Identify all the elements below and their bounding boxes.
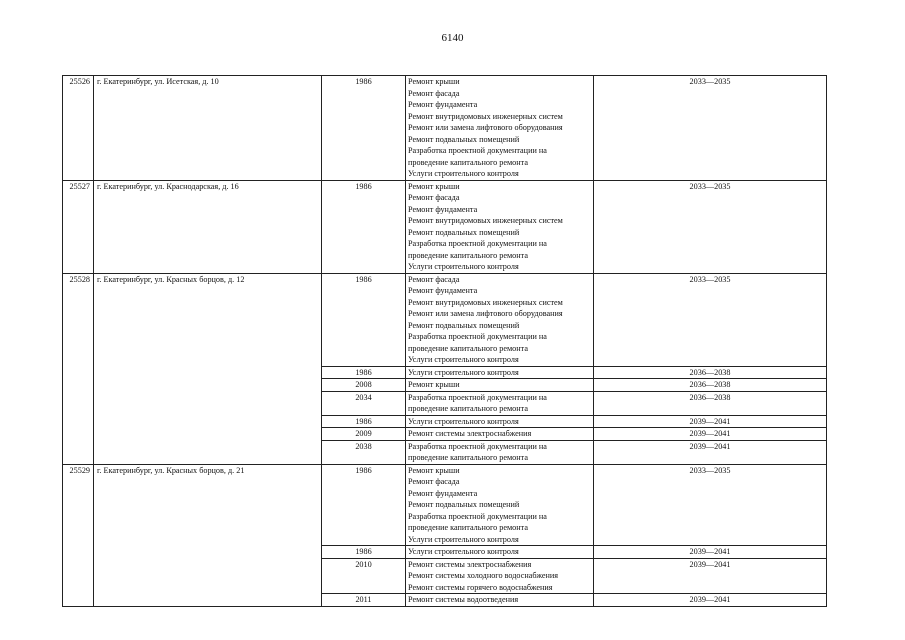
work-item: Ремонт системы водоотведения xyxy=(408,595,519,604)
row-year: 2011 xyxy=(322,594,406,607)
row-year: 1986 xyxy=(322,76,406,181)
work-item: Услуги строительного контроля xyxy=(408,262,519,271)
work-item: Ремонт системы электроснабжения xyxy=(408,559,532,569)
row-year: 2034 xyxy=(322,391,406,415)
row-year: 1986 xyxy=(322,273,406,366)
row-works xyxy=(406,415,594,428)
row-year: 2038 xyxy=(322,440,406,464)
work-item: Услуги строительного контроля xyxy=(408,169,519,178)
work-item: проведение капитального ремонта xyxy=(408,343,528,353)
table-row xyxy=(63,76,827,181)
table-row xyxy=(63,464,827,546)
row-period: 2039—2041 xyxy=(594,428,827,441)
record-address: г. Екатеринбург, ул. Исетская, д. 10 xyxy=(94,76,322,181)
work-item: Разработка проектной документации на xyxy=(408,441,547,451)
row-period: 2033—2035 xyxy=(594,273,827,366)
work-item: Ремонт крыши xyxy=(408,380,460,389)
record-number: 25529 xyxy=(63,464,94,606)
row-works xyxy=(406,428,594,441)
capital-repair-table xyxy=(62,75,827,607)
row-works xyxy=(406,594,594,607)
page-number: 6140 xyxy=(441,32,464,44)
row-year: 1986 xyxy=(322,464,406,546)
row-period: 2033—2035 xyxy=(594,180,827,273)
row-period: 2039—2041 xyxy=(594,546,827,559)
row-period: 2039—2041 xyxy=(594,415,827,428)
table-row xyxy=(63,273,827,366)
work-item: Ремонт крыши xyxy=(408,181,460,191)
record-address: г. Екатеринбург, ул. Красных борцов, д. 21 xyxy=(94,464,322,606)
record-address: г. Екатеринбург, ул. Краснодарская, д. 16 xyxy=(94,180,322,273)
record-number: 25528 xyxy=(63,273,94,464)
work-item: Ремонт крыши xyxy=(408,465,460,475)
row-works xyxy=(406,180,594,273)
work-item: Ремонт подвальных помещений xyxy=(408,320,520,330)
work-item: Ремонт фасада xyxy=(408,88,460,98)
work-item: проведение капитального ремонта xyxy=(408,523,528,532)
row-period: 2036—2038 xyxy=(594,366,827,379)
work-item: проведение капитального ремонта xyxy=(408,157,528,167)
work-item: Ремонт фундамента xyxy=(408,204,478,214)
row-works xyxy=(406,546,594,559)
work-item: проведение капитального ремонта xyxy=(408,453,528,462)
row-period: 2036—2038 xyxy=(594,379,827,392)
work-item: Услуги строительного контроля xyxy=(408,534,519,544)
work-item: Ремонт фасада xyxy=(408,274,460,284)
row-works xyxy=(406,76,594,181)
work-item: Ремонт подвальных помещений xyxy=(408,134,520,144)
work-item: Разработка проектной документации на xyxy=(408,392,547,402)
work-item: Разработка проектной документации на xyxy=(408,511,547,521)
work-item: Ремонт фундамента xyxy=(408,488,478,498)
work-item: Услуги строительного контроля xyxy=(408,355,519,364)
work-item: Разработка проектной документации на xyxy=(408,146,547,155)
record-address: г. Екатеринбург, ул. Красных борцов, д. 12 xyxy=(94,273,322,464)
row-year: 2009 xyxy=(322,428,406,441)
row-year: 1986 xyxy=(322,546,406,559)
record-number: 25527 xyxy=(63,180,94,273)
work-item: Ремонт или замена лифтового оборудования xyxy=(408,123,563,132)
work-item: Ремонт системы холодного водоснабжения xyxy=(408,571,559,580)
work-item: Ремонт фасада xyxy=(408,193,460,202)
row-works xyxy=(406,391,594,415)
work-item: проведение капитального ремонта xyxy=(408,250,528,260)
row-works xyxy=(406,273,594,366)
row-period: 2039—2041 xyxy=(594,594,827,607)
work-item: Ремонт фундамента xyxy=(408,286,478,295)
work-item: Ремонт фасада xyxy=(408,477,460,486)
row-year: 1986 xyxy=(322,366,406,379)
row-works xyxy=(406,440,594,464)
row-year: 2010 xyxy=(322,558,406,594)
row-year: 1986 xyxy=(322,180,406,273)
work-item: проведение капитального ремонта xyxy=(408,404,528,413)
record-number: 25526 xyxy=(63,76,94,181)
work-item: Ремонт внутридомовых инженерных систем xyxy=(408,216,563,225)
row-works xyxy=(406,464,594,546)
row-works xyxy=(406,379,594,392)
work-item: Ремонт системы электроснабжения xyxy=(408,429,532,438)
row-period: 2039—2041 xyxy=(594,440,827,464)
work-item: Услуги строительного контроля xyxy=(408,416,519,426)
row-works xyxy=(406,366,594,379)
work-item: Ремонт крыши xyxy=(408,77,460,86)
work-item: Ремонт подвальных помещений xyxy=(408,500,520,509)
table-body xyxy=(63,76,827,607)
row-year: 2008 xyxy=(322,379,406,392)
row-year: 1986 xyxy=(322,415,406,428)
work-item: Ремонт внутридомовых инженерных систем xyxy=(408,111,563,121)
work-item: Ремонт системы горячего водоснабжения xyxy=(408,582,553,592)
row-period: 2036—2038 xyxy=(594,391,827,415)
work-item: Разработка проектной документации на xyxy=(408,239,547,248)
row-period: 2033—2035 xyxy=(594,464,827,546)
table-row xyxy=(63,180,827,273)
work-item: Ремонт фундамента xyxy=(408,100,478,109)
work-item: Ремонт внутридомовых инженерных систем xyxy=(408,297,563,307)
work-item: Услуги строительного контроля xyxy=(408,367,519,377)
row-period: 2039—2041 xyxy=(594,558,827,594)
work-item: Ремонт подвальных помещений xyxy=(408,227,520,237)
row-period: 2033—2035 xyxy=(594,76,827,181)
work-item: Ремонт или замена лифтового оборудования xyxy=(408,309,563,318)
work-item: Услуги строительного контроля xyxy=(408,547,519,556)
work-item: Разработка проектной документации на xyxy=(408,332,547,341)
row-works xyxy=(406,558,594,594)
